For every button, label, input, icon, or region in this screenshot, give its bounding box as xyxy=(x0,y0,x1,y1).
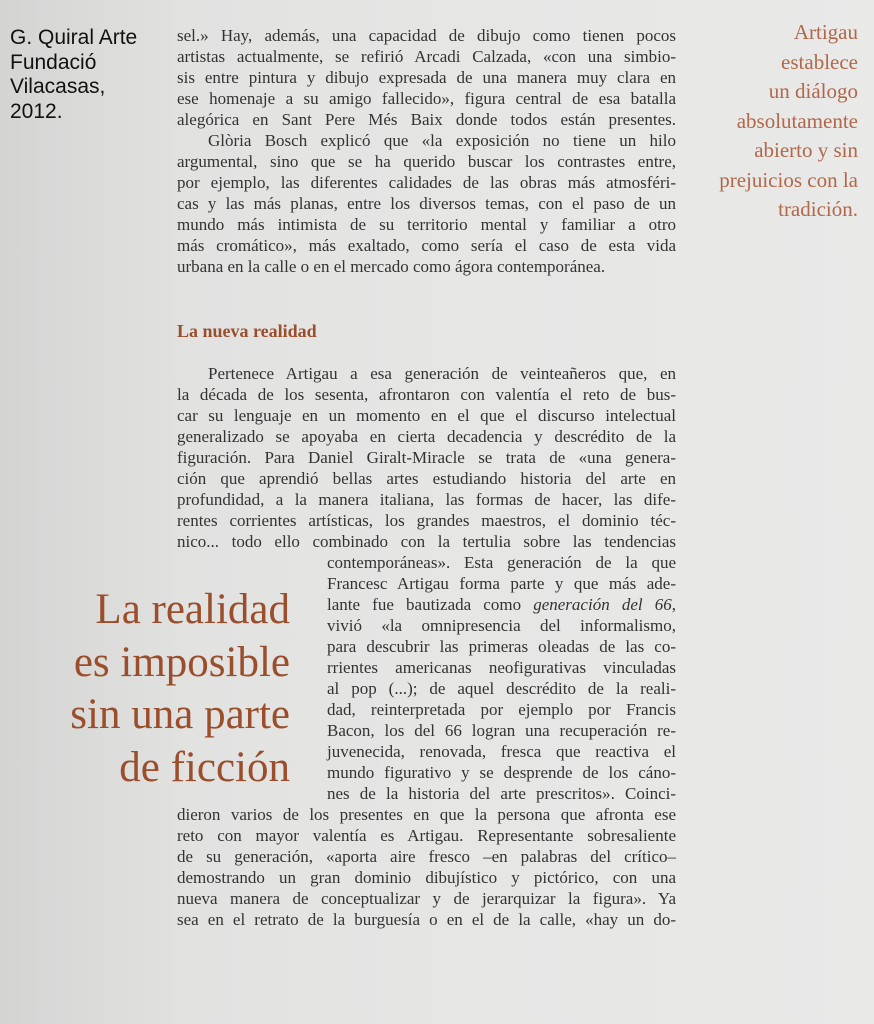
pull-quote-line: es imposible xyxy=(73,638,290,686)
text-line: car su lenguaje en un momento en el que el discurso intelectual xyxy=(177,406,676,425)
text-line: rrientes americanas neofigurativas vinculadas xyxy=(327,658,676,677)
text-line: profundidad, a la manera italiana, las formas de hacer, las dife- xyxy=(177,490,676,509)
sidebar-quote-line: tradición. xyxy=(778,197,858,221)
text-line: contemporáneas». Esta generación de la que xyxy=(327,553,676,572)
caption-line: Vilacasas, xyxy=(10,75,106,98)
text-line: para descubrir las primeras oleadas de las co- xyxy=(327,637,676,656)
text-line: más cromático», más exaltado, como sería el caso de esta vida xyxy=(177,236,676,255)
sidebar-quote-line: absolutamente xyxy=(736,108,858,133)
text-line: nueva manera de conceptualizar y de jerarquizar la figura». Ya xyxy=(177,889,676,908)
text-line: vivió «la omnipresencia del informalismo, xyxy=(327,616,676,635)
text-line: generalizado se apoyaba en cierta decadencia y descrédito de la xyxy=(177,427,676,446)
text-line: Bacon, los del 66 logran una recuperación re- xyxy=(327,721,676,740)
text-line: sel.» Hay, además, una capacidad de dibujo como tienen pocos xyxy=(177,26,676,45)
text-line: Francesc Artigau forma parte y que más ade- xyxy=(327,574,676,593)
text-line: al pop (...); de aquel descrédito de la reali- xyxy=(327,679,676,698)
sidebar-quote-line: abierto y sin xyxy=(754,138,858,162)
text-line: argumental, sino que se ha querido buscar los contrastes entre, xyxy=(177,152,676,171)
text-line: lante fue bautizada como generación del 66, xyxy=(327,595,676,614)
text-line: artistas actualmente, se refirió Arcadi Calzada, «con una simbio- xyxy=(177,47,676,66)
text-line: ese homenaje a su amigo fallecido», figura central de esa batalla xyxy=(177,89,676,108)
text-line: cas y las más planas, entre los diversos temas, con el paso de un xyxy=(177,194,676,213)
pull-quote-line: de ficción xyxy=(119,743,290,791)
text-line: ción que aprendió bellas artes estudiando historia del arte en xyxy=(177,469,676,488)
text-line: reto con mayor valentía es Artigau. Representante sobresaliente xyxy=(177,826,676,845)
text-line: sea en el retrato de la burguesía o en el de la calle, «hay un do- xyxy=(177,910,676,929)
caption-line: 2012. xyxy=(10,99,63,123)
text-line: la década de los sesenta, afrontaron con valentía el reto de bus- xyxy=(177,385,676,404)
text-line: mundo figurativo y se desprende de los cáno- xyxy=(327,763,676,782)
sidebar-quote xyxy=(658,18,858,225)
text-line: dad, reinterpretada por ejemplo por Francis xyxy=(327,700,676,719)
text-line: nes de la historia del arte prescritos». Coinci- xyxy=(327,784,676,803)
text-line: rentes corrientes artísticas, los grandes maestros, el dominio téc- xyxy=(177,511,676,530)
text-line: dieron varios de los presentes en que la persona que afronta ese xyxy=(177,805,676,824)
sidebar-quote-line: un diálogo xyxy=(768,79,858,103)
text-line: demostrando un gran dominio dibujístico y pictórico, con una xyxy=(177,868,676,887)
text-line: urbana en la calle o en el mercado como ágora contemporánea. xyxy=(177,257,606,276)
sidebar-quote-line: Artigau xyxy=(793,20,858,44)
text-line: Glòria Bosch explicó que «la exposición no tiene un hilo xyxy=(208,131,676,150)
text-line: figuración. Para Daniel Giralt-Miracle se trata de «una genera- xyxy=(177,448,676,467)
photo-caption xyxy=(10,26,160,124)
section-heading: La nueva realidad xyxy=(177,321,317,341)
text-line: nico... todo ello combinado con la tertulia sobre las tendencias xyxy=(177,532,676,551)
sidebar-quote-line: establece xyxy=(781,49,858,74)
text-line: mundo más intimista de su territorio mental y familiar a otro xyxy=(177,215,676,234)
text-line: de su generación, «aporta aire fresco –en palabras del crítico– xyxy=(177,847,676,866)
text-line: Pertenece Artigau a esa generación de veinteañeros que, en xyxy=(208,364,676,383)
caption-line: G. Quiral Arte xyxy=(10,26,138,49)
caption-line: Fundació xyxy=(10,50,97,74)
text-line: sis entre pintura y dibujo expresada de una manera muy clara en xyxy=(177,68,676,87)
pull-quote-line: La realidad xyxy=(95,586,290,633)
pull-quote-line: sin una parte xyxy=(70,691,290,738)
text-line: por ejemplo, las diferentes calidades de las obras más atmosféri- xyxy=(177,173,676,192)
pull-quote xyxy=(20,584,290,794)
sidebar-quote-line: prejuicios con la xyxy=(719,167,858,192)
text-line: alegórica en Sant Pere Més Baix donde todos están presentes. xyxy=(177,110,676,129)
text-line: juvenecida, renovada, fresca que reactiva el xyxy=(327,742,676,761)
